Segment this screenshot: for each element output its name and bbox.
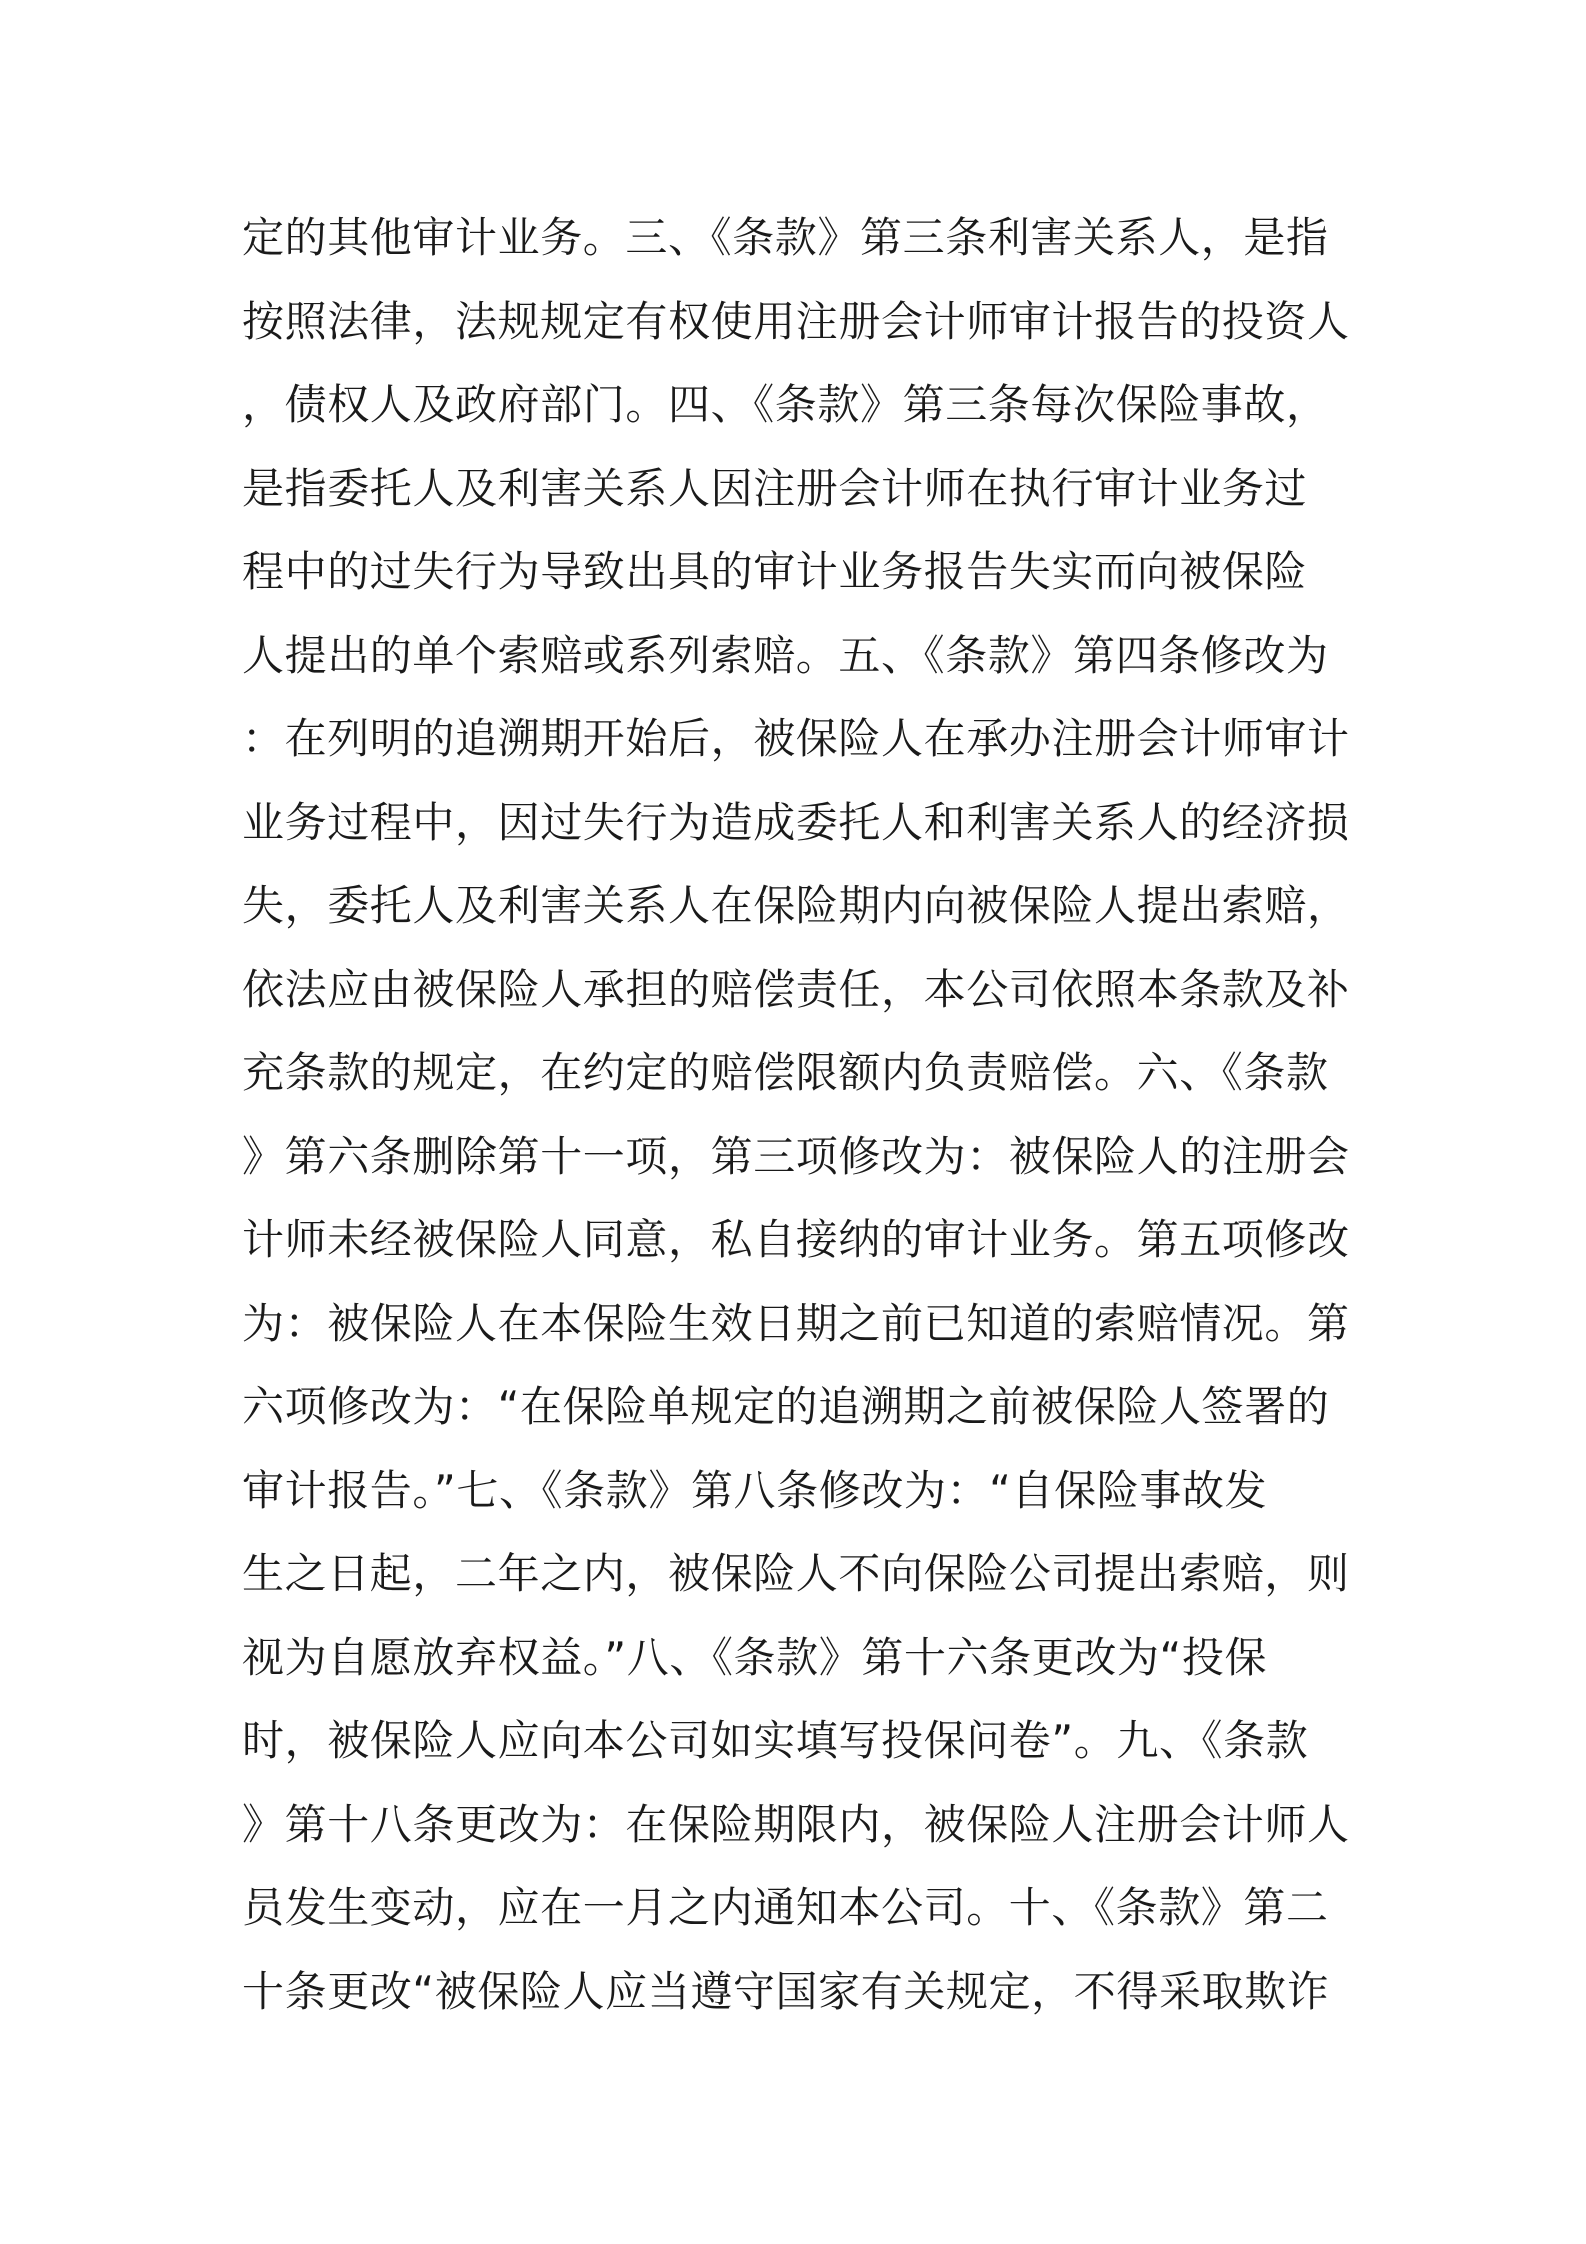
text-line: 定的其他审计业务。三、《条款》第三条利害关系人，是指 [242,213,1329,262]
text-line: 为：被保险人在本保险生效日期之前已知道的索赔情况。第 [242,1298,1350,1348]
text-line: 》第六条删除第十一项，第三项修改为：被保险人的注册会 [242,1131,1350,1181]
text-line: 员发生变动，应在一月之内通知本公司。十、《条款》第二 [242,1883,1329,1932]
text-line: 业务过程中，因过失行为造成委托人和利害关系人的经济损 [242,797,1350,847]
text-line: 审计报告。”七、《条款》第八条修改为：“自保险事故发 [242,1465,1268,1515]
text-line: 》第十八条更改为：在保险期限内，被保险人注册会计师人 [242,1799,1350,1849]
text-line: 失，委托人及利害关系人在保险期内向被保险人提出索赔， [242,881,1350,930]
text-line: 人提出的单个索赔或系列索赔。五、《条款》第四条修改为 [242,630,1329,680]
text-line: ：在列明的追溯期开始后，被保险人在承办注册会计师审计 [242,714,1350,763]
text-line: 依法应由被保险人承担的赔偿责任，本公司依照本条款及补 [242,964,1350,1014]
text-line: 充条款的规定，在约定的赔偿限额内负责赔偿。六、《条款 [242,1048,1329,1097]
text-line: 时，被保险人应向本公司如实填写投保问卷”。九、《条款 [242,1716,1309,1765]
text-line: 视为自愿放弃权益。”八、《条款》第十六条更改为“投保 [242,1632,1268,1682]
text-line: 按照法律，法规规定有权使用注册会计师审计报告的投资人 [242,296,1350,346]
text-line: 生之日起，二年之内，被保险人不向保险公司提出索赔，则 [242,1549,1350,1598]
text-line: ，债权人及政府部门。四、《条款》第三条每次保险事故， [242,380,1329,429]
text-line: 是指委托人及利害关系人因注册会计师在执行审计业务过 [242,463,1308,513]
text-line: 六项修改为：“在保险单规定的追溯期之前被保险人签署的 [242,1382,1330,1431]
text-line: 程中的过失行为导致出具的审计业务报告失实而向被保险 [242,547,1308,596]
body-text [242,196,1362,2033]
text-line: 十条更改“被保险人应当遵守国家有关规定，不得采取欺诈 [242,1966,1330,2016]
text-line: 计师未经被保险人同意，私自接纳的审计业务。第五项修改 [242,1215,1350,1264]
